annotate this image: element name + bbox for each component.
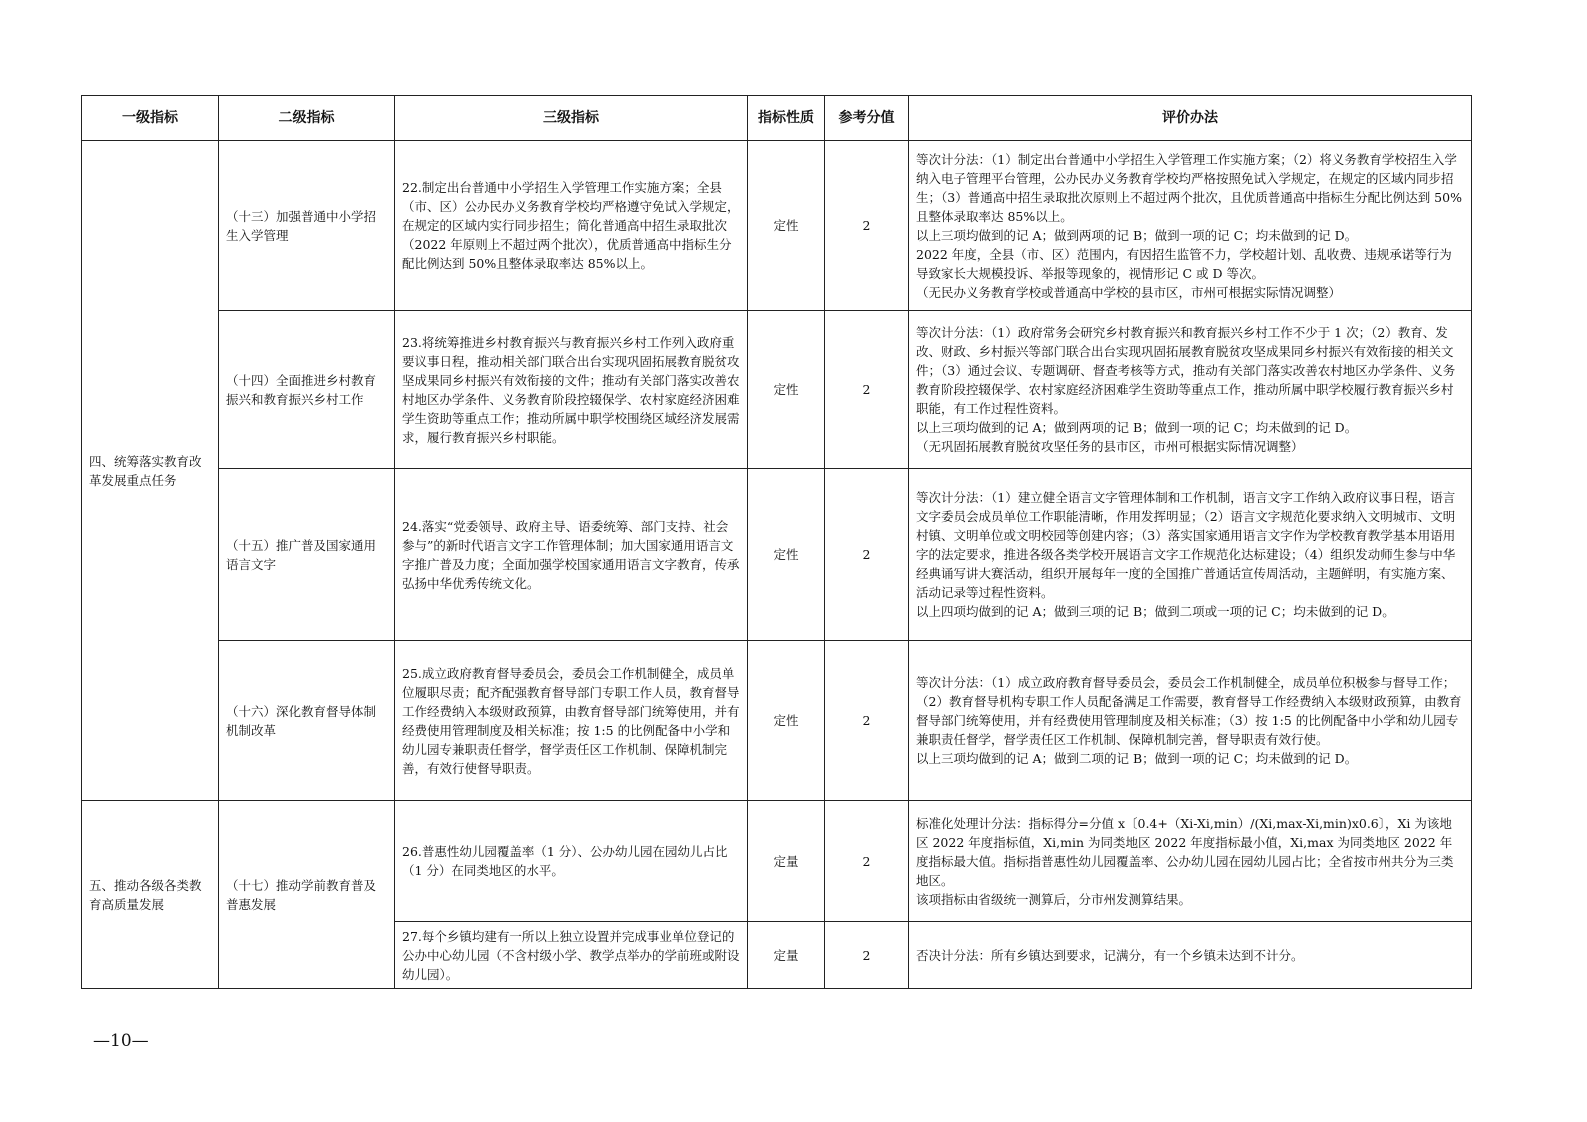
level2-cell: （十五）推广普及国家通用语言文字 xyxy=(219,469,395,641)
method-line: 等次计分法：（1）政府常务会研究乡村教育振兴和教育振兴乡村工作不少于 1 次；（2）教育、发改、财政、乡村振兴等部门联合出台实现巩固拓展教育脱贫攻坚成果同乡村振兴有效衔接的相关文件；（3）通过会议、专题调研、督查考核等方式，推动有关部门落实改善农村地区办学条件、义务教育阶段控辍保学、农村家庭经济困难学生资助等重点工作，推动所属中职学校履行教育振兴乡村职能，有工作过程性资料。 xyxy=(916,325,1456,416)
method-cell xyxy=(909,641,1472,801)
nature-cell: 定量 xyxy=(748,922,825,989)
method-line: （无民办义务教育学校或普通高中学校的县市区，市州可根据实际情况调整） xyxy=(916,284,1342,300)
nature-cell: 定性 xyxy=(748,641,825,801)
nature-cell: 定性 xyxy=(748,311,825,469)
level3-cell: 26.普惠性幼儿园覆盖率（1 分）、公办幼儿园在园幼儿占比（1 分）在同类地区的水平。 xyxy=(395,801,748,922)
method-line: 标准化处理计分法：指标得分=分值 x〔0.4+（Xi-Xi,min）/(Xi,max-Xi,min)x0.6〕，Xi 为该地区 2022 年度指标值，Xi,min 为同类地区 2022 年度指标最小值，Xi,max 为同类地区 2022 年度指标最大值。指标指普惠性幼儿园覆盖率、公办幼儿园在园幼儿园占比；全省按市州共分为三类地区。 xyxy=(916,815,1454,888)
score-cell: 2 xyxy=(825,801,909,922)
header-row xyxy=(82,96,1472,141)
nature-cell: 定性 xyxy=(748,469,825,641)
header-score: 参考分值 xyxy=(825,96,909,141)
method-cell xyxy=(909,141,1472,311)
method-line: （无巩固拓展教育脱贫攻坚任务的县市区，市州可根据实际情况调整） xyxy=(916,439,1304,454)
method-line: 等次计分法：（1）成立政府教育督导委员会，委员会工作机制健全，成员单位积极参与督导工作；（2）教育督导机构专职工作人员配备满足工作需要，教育督导工作经费纳入本级财政预算，由教育督导部门统筹使用，并有经费使用管理制度及相关标准；（3）按 1:5 的比例配备中小学和幼儿园专兼职责任督学，督学责任区工作机制、保障机制完善，督导职责有效行使。 xyxy=(916,675,1462,747)
method-line: 该项指标由省级统一测算后，分市州发测算结果。 xyxy=(916,891,1192,907)
method-line: 等次计分法：（1）制定出台普通中小学招生入学管理工作实施方案；（2）将义务教育学校招生入学纳入电子管理平台管理，公办民办义务教育学校均严格按照免试入学规定，在规定的区域内同步招生；（3）普通高中招生录取批次原则上不超过两个批次，且优质普通高中指标生分配比例达到 50%且整体录取率达 85%以上。 xyxy=(916,151,1462,224)
method-line: 否决计分法：所有乡镇达到要求，记满分，有一个乡镇未达到不计分。 xyxy=(916,947,1304,963)
table-row xyxy=(82,469,1472,641)
method-cell xyxy=(909,469,1472,641)
level3-cell: 23.将统筹推进乡村教育振兴与教育振兴乡村工作列入政府重要议事日程，推动相关部门联合出台实现巩固拓展教育脱贫攻坚成果同乡村振兴有效衔接的文件；推动有关部门落实改善农村地区办学条件、义务教育阶段控辍保学、农村家庭经济困难学生资助等重点工作；推动所属中职学校围绕区域经济发展需求，履行教育振兴乡村职能。 xyxy=(395,311,748,469)
level2-cell: （十三）加强普通中小学招生入学管理 xyxy=(219,141,395,311)
method-line: 2022 年度，全县（市、区）范围内，有因招生监管不力，学校超计划、乱收费、违规承诺等行为导致家长大规模投诉、举报等现象的，视情形记 C 或 D 等次。 xyxy=(916,246,1452,281)
level1-cell: 四、统筹落实教育改革发展重点任务 xyxy=(82,141,219,801)
table-row xyxy=(82,801,1472,922)
level3-cell: 24.落实“党委领导、政府主导、语委统筹、部门支持、社会参与”的新时代语言文字工作管理体制；加大国家通用语言文字推广普及力度；全面加强学校国家通用语言文字教育，传承弘扬中华优秀传统文化。 xyxy=(395,469,748,641)
method-cell xyxy=(909,311,1472,469)
nature-cell: 定性 xyxy=(748,141,825,311)
level3-cell: 27.每个乡镇均建有一所以上独立设置并完成事业单位登记的公办中心幼儿园（不含村级小学、教学点举办的学前班或附设幼儿园）。 xyxy=(395,922,748,989)
level3-cell: 22.制定出台普通中小学招生入学管理工作实施方案；全县（市、区）公办民办义务教育学校均严格遵守免试入学规定，在规定的区域内实行同步招生；简化普通高中招生录取批次（2022 年原则上不超过两个批次），优质普通高中指标生分配比例达到 50%且整体录取率达 85%以上。 xyxy=(395,141,748,311)
table-row xyxy=(82,141,1472,311)
score-cell: 2 xyxy=(825,922,909,989)
nature-cell: 定量 xyxy=(748,801,825,922)
table-row xyxy=(82,641,1472,801)
method-line: 以上四项均做到的记 A；做到三项的记 B；做到二项或一项的记 C；均未做到的记 D。 xyxy=(916,604,1395,619)
method-line: 以上三项均做到的记 A；做到两项的记 B；做到一项的记 C；均未做到的记 D。 xyxy=(916,420,1358,435)
header-level1: 一级指标 xyxy=(82,96,219,141)
header-method: 评价办法 xyxy=(909,96,1472,141)
table-row xyxy=(82,311,1472,469)
method-line: 以上三项均做到的记 A；做到两项的记 B；做到一项的记 C；均未做到的记 D。 xyxy=(916,227,1358,243)
header-level2: 二级指标 xyxy=(219,96,395,141)
score-cell: 2 xyxy=(825,141,909,311)
score-cell: 2 xyxy=(825,311,909,469)
method-cell xyxy=(909,801,1472,922)
level2-cell: （十四）全面推进乡村教育振兴和教育振兴乡村工作 xyxy=(219,311,395,469)
header-level3: 三级指标 xyxy=(395,96,748,141)
score-cell: 2 xyxy=(825,641,909,801)
method-line: 等次计分法：（1）建立健全语言文字管理体制和工作机制，语言文字工作纳入政府议事日程，语言文字委员会成员单位工作职能清晰，作用发挥明显；（2）语言文字规范化要求纳入文明城市、文明村镇、文明单位或文明校园等创建内容；（3）落实国家通用语言文字作为学校教育教学基本用语用字的法定要求，推进各级各类学校开展语言文字工作规范化达标建设；（4）组织发动师生参与中华经典诵写讲大赛活动，组织开展每年一度的全国推广普通话宣传周活动，主题鲜明，有实施方案、活动记录等过程性资料。 xyxy=(916,490,1456,600)
score-cell: 2 xyxy=(825,469,909,641)
level1-cell: 五、推动各级各类教育高质量发展 xyxy=(82,801,219,989)
header-nature: 指标性质 xyxy=(748,96,825,141)
method-line: 以上三项均做到的记 A；做到二项的记 B；做到一项的记 C；均未做到的记 D。 xyxy=(916,751,1358,766)
evaluation-table xyxy=(81,95,1472,989)
level2-cell: （十六）深化教育督导体制机制改革 xyxy=(219,641,395,801)
level3-cell: 25.成立政府教育督导委员会，委员会工作机制健全，成员单位履职尽责；配齐配强教育督导部门专职工作人员，教育督导工作经费纳入本级财政预算，由教育督导部门统筹使用，并有经费使用管理制度及相关标准；按 1:5 的比例配备中小学和幼儿园专兼职责任督学，督学责任区工作机制、保障机制完善，有效行使督导职责。 xyxy=(395,641,748,801)
level2-cell: （十七）推动学前教育普及普惠发展 xyxy=(219,801,395,989)
page-number: —10— xyxy=(93,1031,149,1051)
method-cell xyxy=(909,922,1472,989)
